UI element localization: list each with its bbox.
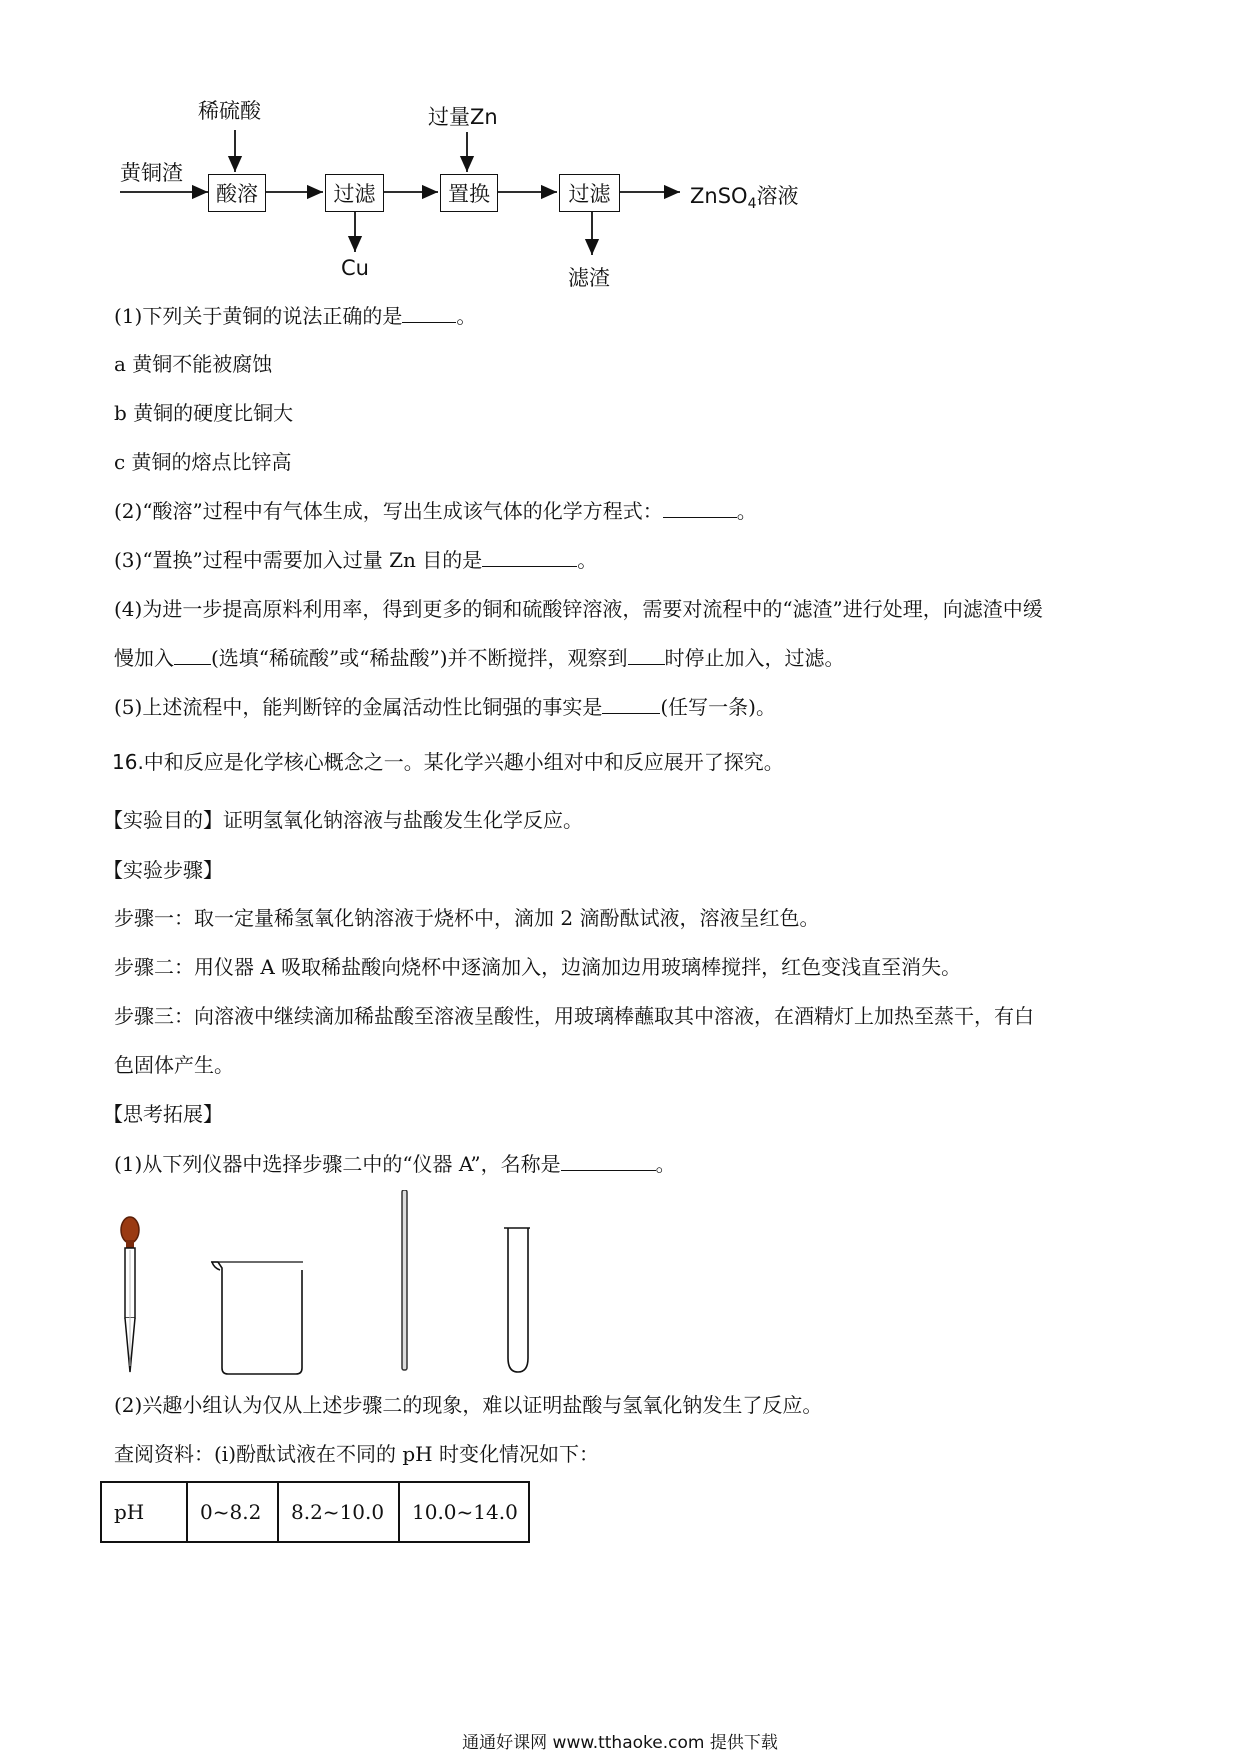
q16-step1: 步骤一：取一定量稀氢氧化钠溶液于烧杯中，滴加 2 滴酚酞试液，溶液呈红色。 — [114, 906, 820, 930]
answer-blank — [174, 646, 211, 665]
q15-part3-end: 。 — [577, 548, 598, 572]
product-label — [690, 180, 798, 212]
reagent-acid-label: 稀硫酸 — [198, 99, 261, 123]
q15-part5 — [114, 693, 776, 721]
page-footer: 通通好课网 www.tthaoke.com 提供下载 — [462, 1733, 778, 1753]
q15-part5-end: (任写一条)。 — [660, 695, 776, 719]
q16-step3-line2: 色固体产生。 — [114, 1053, 234, 1077]
q15-part1-end: 。 — [456, 304, 477, 328]
reagent-zn-label: 过量Zn — [428, 105, 498, 129]
product-suffix: 溶液 — [756, 184, 799, 208]
answer-blank — [561, 1152, 656, 1171]
q15-part4-text-a: 慢加入 — [114, 646, 174, 670]
q16-step2: 步骤二：用仪器 A 吸取稀盐酸向烧杯中逐滴加入，边滴加边用玻璃棒搅拌，红色变浅直至消失。 — [114, 955, 962, 979]
q15-part4-line2 — [114, 644, 845, 672]
q15-part4-text-c: 时停止加入，过滤。 — [664, 646, 845, 670]
q16-part1-stem: (1)从下列仪器中选择步骤二中的“仪器 A”，名称是 — [114, 1152, 561, 1176]
table-cell: 10.0~14.0 — [399, 1482, 529, 1542]
table-row — [101, 1482, 529, 1542]
q15-part2-stem: (2)“酸溶”过程中有气体生成，写出生成该气体的化学方程式： — [114, 499, 663, 523]
product-subscript: 4 — [747, 196, 757, 213]
q15-part3-stem: (3)“置换”过程中需要加入过量 Zn 目的是 — [114, 548, 483, 572]
q16-steps-heading: 【实验步骤】 — [103, 858, 223, 882]
product-formula: ZnSO — [690, 184, 748, 208]
q16-step3-line1: 步骤三：向溶液中继续滴加稀盐酸至溶液呈酸性，用玻璃棒蘸取其中溶液，在酒精灯上加热至蒸干，有白 — [114, 1004, 1034, 1028]
table-cell: 0~8.2 — [187, 1482, 278, 1542]
lab-instruments — [110, 1190, 560, 1380]
flowchart-arrows — [0, 0, 820, 290]
step-replace-box: 置换 — [440, 174, 498, 212]
byproduct-cu-label: Cu — [341, 256, 369, 280]
q15-option-b: b 黄铜的硬度比铜大 — [114, 401, 294, 425]
q15-option-a: a 黄铜不能被腐蚀 — [114, 352, 273, 376]
q16-extend-heading: 【思考拓展】 — [103, 1102, 223, 1126]
q15-part4-line1: (4)为进一步提高原料利用率，得到更多的铜和硫酸锌溶液，需要对流程中的“滤渣”进行处理，向滤渣中缓 — [114, 597, 1043, 621]
dropper-icon — [121, 1217, 139, 1372]
q15-part2-end: 。 — [736, 499, 757, 523]
input-material-label: 黄铜渣 — [120, 161, 183, 185]
byproduct-residue-label: 滤渣 — [568, 266, 610, 290]
q15-part1 — [114, 302, 476, 330]
q16-part1-end: 。 — [655, 1152, 676, 1176]
q15-part1-stem: (1)下列关于黄铜的说法正确的是 — [114, 304, 403, 328]
q15-part2 — [114, 497, 757, 525]
answer-blank — [628, 646, 665, 665]
q16-lookup: 查阅资料：(i)酚酞试液在不同的 pH 时变化情况如下： — [114, 1442, 599, 1466]
answer-blank — [602, 695, 660, 714]
answer-blank — [482, 548, 577, 567]
q15-part4-text-b: (选填“稀硫酸”或“稀盐酸”)并不断搅拌，观察到 — [211, 646, 628, 670]
beaker-icon — [211, 1262, 303, 1374]
table-cell: 8.2~10.0 — [278, 1482, 399, 1542]
q15-part3 — [114, 546, 597, 574]
q16-part1 — [114, 1150, 676, 1178]
step-filter1-box: 过滤 — [325, 174, 384, 212]
glass-rod-icon — [402, 1190, 407, 1370]
q16-intro: 16.中和反应是化学核心概念之一。某化学兴趣小组对中和反应展开了探究。 — [112, 750, 784, 774]
ph-color-table — [100, 1481, 530, 1543]
answer-blank — [663, 499, 737, 518]
q15-part5-stem: (5)上述流程中，能判断锌的金属活动性比铜强的事实是 — [114, 695, 603, 719]
table-cell: pH — [101, 1482, 187, 1542]
q16-part2: (2)兴趣小组认为仅从上述步骤二的现象，难以证明盐酸与氢氧化钠发生了反应。 — [114, 1393, 823, 1417]
answer-blank — [402, 304, 456, 323]
step-filter2-box: 过滤 — [559, 174, 620, 212]
step-acid-dissolve-box: 酸溶 — [208, 174, 266, 212]
test-tube-icon — [504, 1228, 530, 1372]
q15-option-c: c 黄铜的熔点比锌高 — [114, 450, 292, 474]
q16-purpose: 【实验目的】证明氢氧化钠溶液与盐酸发生化学反应。 — [103, 808, 583, 832]
